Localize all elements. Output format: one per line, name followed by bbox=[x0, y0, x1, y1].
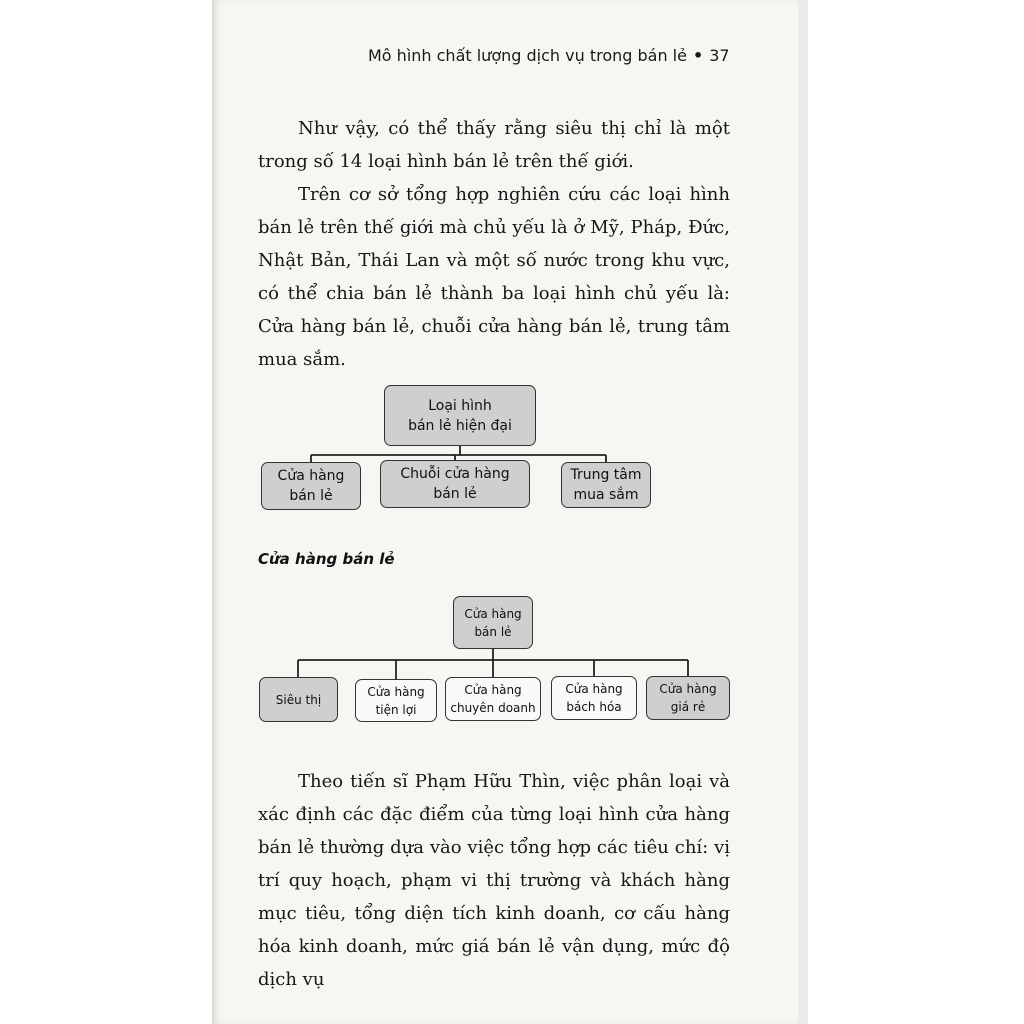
diagram2-child-2-line1: Cửa hàng bbox=[367, 684, 425, 699]
diagram1-child-box-2 bbox=[380, 460, 530, 508]
diagram2-child-box-2 bbox=[355, 679, 437, 722]
diagram2-child-3-line1: Cửa hàng bbox=[464, 683, 522, 697]
diagram1-child-2-line1: Chuỗi cửa hàng bbox=[400, 466, 510, 482]
diagram2-child-4-line1: Cửa hàng bbox=[565, 682, 623, 696]
diagram2-child-box-3 bbox=[445, 677, 541, 721]
page-number: 37 bbox=[709, 46, 730, 65]
diagram2-child-5-line2: giá rẻ bbox=[670, 700, 706, 714]
diagram1-child-1-line1: Cửa hàng bbox=[277, 468, 345, 484]
diagram2-child-3-line2: chuyên doanh bbox=[450, 701, 536, 715]
diagram1-child-3-line2: mua sắm bbox=[573, 487, 639, 503]
diagram2-child-2-line2: tiện lợi bbox=[375, 702, 417, 717]
diagram2-child-4-line2: bách hóa bbox=[566, 700, 622, 714]
paragraph-1-text: Như vậy, có thể thấy rằng siêu thị chỉ là một trong số 14 loại hình bán lẻ trên thế giới. bbox=[258, 118, 730, 172]
diagram1-root-box bbox=[384, 385, 536, 446]
diagram2-child-box-5 bbox=[646, 676, 730, 720]
diagram1-root-line1: Loại hình bbox=[428, 397, 492, 414]
running-head-bullet: • bbox=[692, 46, 704, 65]
paragraph-3 bbox=[258, 765, 730, 996]
paragraph-2-text: Trên cơ sở tổng hợp nghiên cứu các loại hình bán lẻ trên thế giới mà chủ yếu là ở Mỹ, Pháp, Đức, Nhật Bản, Thái Lan và một số nước trong khu vực, có thể chia bán lẻ thành ba loại hình chủ yếu là: Cửa hàng bán lẻ, chuỗi cửa hàng bán lẻ, trung tâm mua sắm. bbox=[258, 184, 730, 370]
diagram2-child-box-4 bbox=[551, 676, 637, 720]
diagram1-child-box-3 bbox=[561, 462, 651, 508]
diagram2-root-line2: bán lẻ bbox=[474, 624, 512, 639]
section-title: Cửa hàng bán lẻ bbox=[258, 550, 395, 568]
diagram2-child-1-line1: Siêu thị bbox=[275, 692, 322, 707]
diagram1-child-3-line1: Trung tâm bbox=[570, 467, 642, 483]
paragraph-3-text: Theo tiến sĩ Phạm Hữu Thìn, việc phân loại và xác định các đặc điểm của từng loại hình cửa hàng bán lẻ thường dựa vào việc tổng hợp các tiêu chí: vị trí quy hoạch, phạm vi thị trường và khách hàng mục tiêu, tổng diện tích kinh doanh, cơ cấu hàng hóa kinh doanh, mức giá bán lẻ vận dụng, mức độ dịch vụ bbox=[258, 771, 730, 990]
diagram2-child-5-line1: Cửa hàng bbox=[659, 682, 717, 696]
diagram1-root-line2: bán lẻ hiện đại bbox=[408, 417, 512, 434]
diagram1-child-2-line2: bán lẻ bbox=[433, 486, 477, 502]
diagram1-child-box-1 bbox=[261, 462, 361, 510]
diagram2-root-line1: Cửa hàng bbox=[464, 606, 522, 621]
diagram2-child-box-1 bbox=[259, 677, 338, 722]
diagram2-root-box bbox=[453, 596, 533, 649]
running-head-title: Mô hình chất lượng dịch vụ trong bán lẻ bbox=[368, 46, 687, 65]
diagram1-child-1-line2: bán lẻ bbox=[289, 488, 333, 504]
